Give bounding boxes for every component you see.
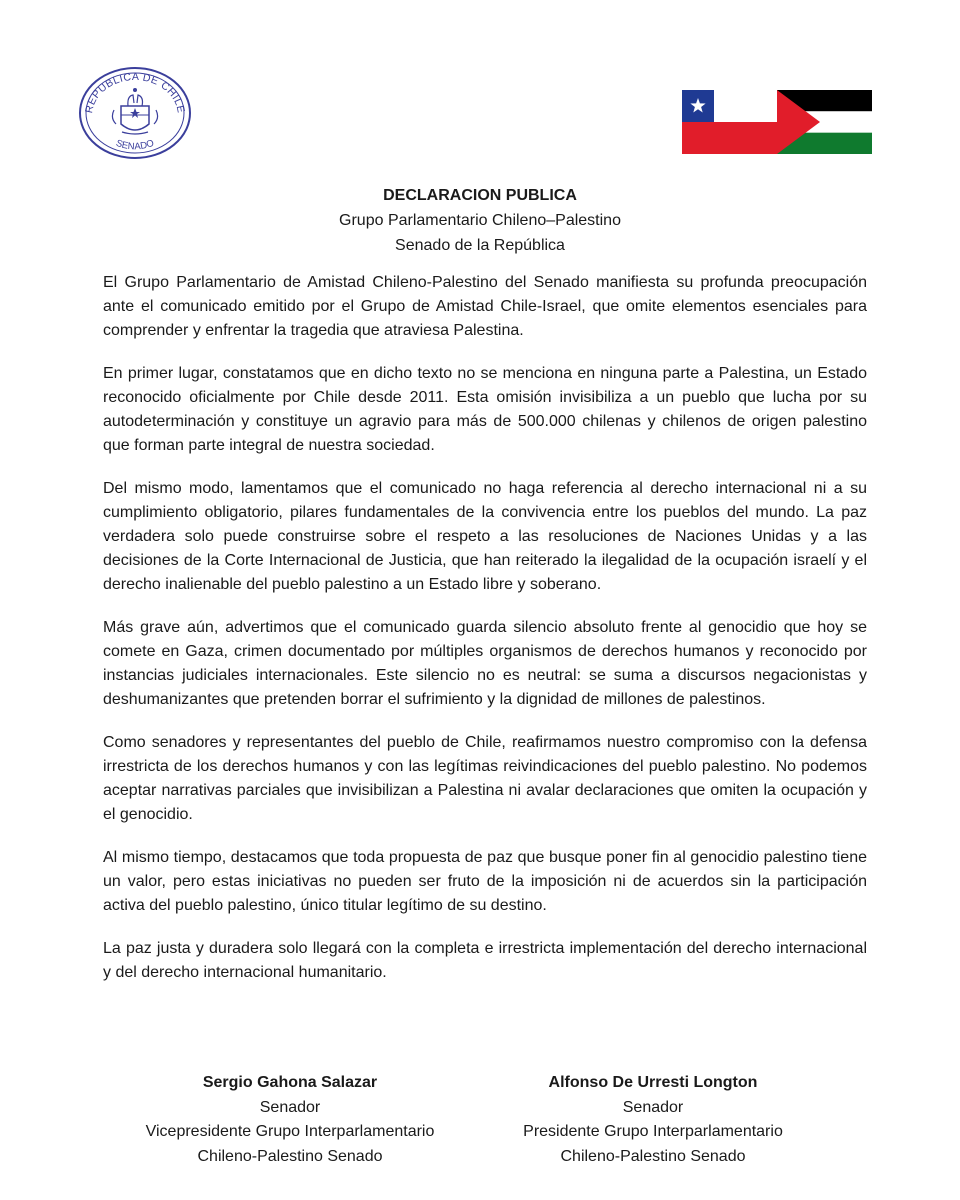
- signatory-group: Chileno-Palestino Senado: [197, 1147, 383, 1165]
- signatory-role: Senador: [622, 1098, 684, 1116]
- signatory-position: Vicepresidente Grupo Interparlamentario: [145, 1123, 435, 1140]
- paragraph: En primer lugar, constatamos que en dicho texto no se menciona en ninguna parte a Palestina, un Estado reconocido oficialmente por Chile desde 2011. Esta omisión invisibiliza a un pueblo que lucha por su autodeterminación y constituye un agravio para más de 500.000 chilenas y chilenos de origen palestino que forman parte integral de nuestra sociedad.: [103, 365, 867, 454]
- paragraph: La paz justa y duradera solo llegará con la completa e irrestricta implementación del derecho internacional y del derecho internacional humanitario.: [103, 940, 867, 981]
- signatory-group: Chileno-Palestino Senado: [560, 1147, 746, 1165]
- document-subtitle: Grupo Parlamentario Chileno–Palestino: [339, 212, 621, 229]
- paragraph: Como senadores y representantes del pueblo de Chile, reafirmamos nuestro compromiso con la defensa irrestricta de los derechos humanos y con las legítimas reivindicaciones del pueblo palestino. No podemos aceptar narrativas parciales que invisibilizan a Palestina ni avalar declaraciones que omiten la ocupación y el genocidio.: [103, 734, 867, 823]
- signatory-role: Senador: [259, 1098, 321, 1116]
- senate-seal-icon: [78, 66, 192, 160]
- paragraph: El Grupo Parlamentario de Amistad Chileno-Palestino del Senado manifiesta su profunda preocupación ante el comunicado emitido por el Grupo de Amistad Chile-Israel, que omite elementos esenciales para comprender y enfrentar la tragedia que atraviesa Palestina.: [103, 274, 867, 339]
- seal-top-text: REPUBLICA DE CHILE: [83, 70, 187, 115]
- svg-text:REPUBLICA DE CHILE: [83, 71, 187, 114]
- seal-bottom-text: SENADO: [114, 137, 156, 153]
- paragraph: Del mismo modo, lamentamos que el comunicado no haga referencia al derecho internacional ni a su cumplimiento obligatorio, pilares fundamentales de la convivencia entre los pueblos del mundo. La paz verdadera solo puede construirse sobre el respeto a las resoluciones de Naciones Unidas y a las decisiones de la Corte Internacional de Justicia, que han reiterado la ilegalidad de la ocupación israelí y el derecho inalienable del pueblo palestino a un Estado libre y soberano.: [103, 480, 867, 593]
- document-institution: Senado de la República: [395, 237, 565, 254]
- document-title: DECLARACION PUBLICA: [383, 187, 577, 204]
- signatory-position: Presidente Grupo Interparlamentario: [523, 1123, 783, 1140]
- signature-block-right: [463, 1071, 843, 1169]
- document-header: [0, 183, 960, 258]
- paragraph: Más grave aún, advertimos que el comunicado guarda silencio absoluto frente al genocidio que hoy se comete en Gaza, crimen documentado por múltiples organismos de derechos humanos y reconocido por instancias judiciales internacionales. Este silencio no es neutral: se suma a discursos negacionistas y deshumanizantes que pretenden borrar el sufrimiento y la dignidad de millones de palestinos.: [103, 619, 867, 708]
- chile-palestine-flags-icon: [682, 90, 872, 154]
- signature-block-left: [100, 1071, 480, 1169]
- signatory-name: Alfonso De Urresti Longton: [548, 1074, 758, 1091]
- signatory-name: Sergio Gahona Salazar: [202, 1074, 378, 1091]
- svg-text:SENADO: [114, 138, 155, 153]
- paragraph: Al mismo tiempo, destacamos que toda propuesta de paz que busque poner fin al genocidio palestino tiene un valor, pero estas iniciativas no pueden ser fruto de la imposición ni de acuerdos sin la participación activa del pueblo palestino, único titular legítimo de su destino.: [103, 849, 867, 914]
- declaration-body: [103, 271, 867, 1004]
